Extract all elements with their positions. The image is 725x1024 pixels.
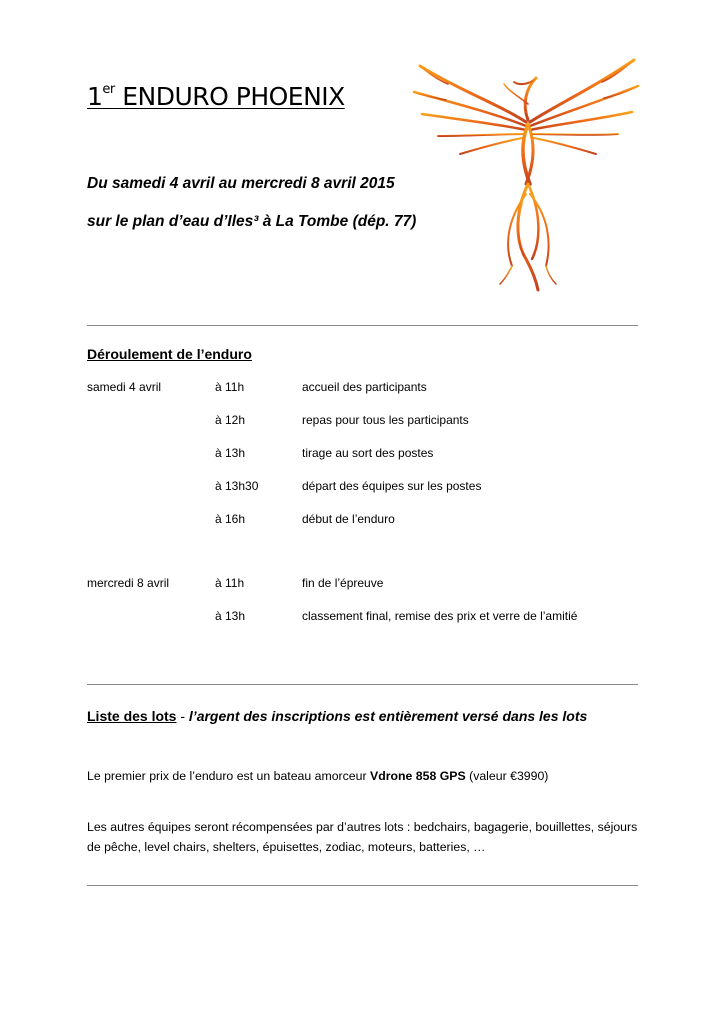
schedule-time: à 11h [215, 380, 245, 394]
divider [87, 325, 638, 326]
first-prize-text [87, 766, 647, 786]
schedule-heading-text: Déroulement de l’enduro [87, 346, 252, 362]
schedule-time: à 16h [215, 512, 246, 526]
divider [87, 885, 638, 886]
first-prize-intro: Le premier prix de l’enduro est un bateau amorceur [87, 769, 370, 783]
prizes-subheading: l’argent des inscriptions est entièrement versé dans les lots [188, 708, 588, 724]
schedule-activity: fin de l’épreuve [302, 576, 384, 590]
schedule-activity: départ des équipes sur les postes [302, 479, 482, 493]
title-text: ENDURO PHOENIX [114, 82, 345, 111]
schedule-activity: repas pour tous les participants [302, 413, 469, 427]
schedule-time: à 11h [215, 576, 245, 590]
schedule-activity: tirage au sort des postes [302, 446, 434, 460]
schedule-activity: classement final, remise des prix et verre de l’amitié [302, 609, 578, 623]
prizes-heading [87, 708, 587, 724]
page-title [87, 82, 345, 111]
schedule-time: à 12h [215, 413, 246, 427]
schedule-time: à 13h [215, 609, 246, 623]
schedule-day: samedi 4 avril [87, 380, 162, 394]
event-dates: Du samedi 4 avril au mercredi 8 avril 2015 [87, 175, 395, 192]
first-prize-name: Vdrone 858 GPS [370, 769, 466, 783]
schedule-time: à 13h [215, 446, 246, 460]
first-prize-value: (valeur €3990) [465, 769, 549, 783]
other-prizes-text: Les autres équipes seront récompensées par d’autres lots : bedchairs, bagagerie, bouillettes, séjours de pêche, level chairs, shelters, épuisettes, zodiac, moteurs, batteries, … [87, 820, 638, 854]
schedule-heading [87, 346, 252, 362]
schedule-activity: accueil des participants [302, 380, 427, 394]
schedule-day: mercredi 8 avril [87, 576, 170, 590]
title-superscript: er [102, 82, 115, 97]
event-location: sur le plan d’eau d’Iles³ à La Tombe (dép. 77) [87, 213, 417, 230]
title-number: 1 [87, 82, 103, 111]
prizes-heading-separator: - [176, 708, 189, 724]
schedule-time: à 13h30 [215, 479, 259, 493]
prizes-heading-text: Liste des lots [87, 708, 177, 724]
schedule-activity: début de l’enduro [302, 512, 395, 526]
phoenix-logo [408, 44, 642, 292]
divider [87, 684, 638, 685]
